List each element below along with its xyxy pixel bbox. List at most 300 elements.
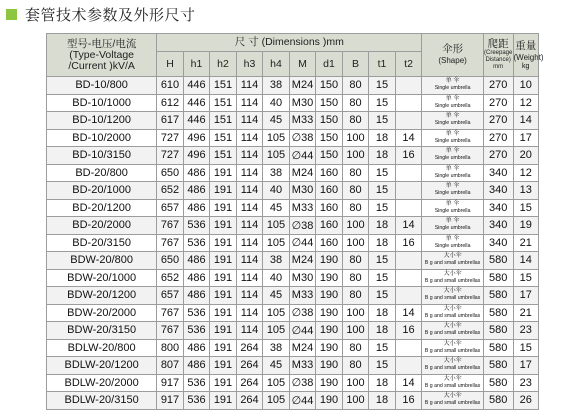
- cell-model: BDW-20/1200: [47, 287, 157, 305]
- col-header-B: B: [342, 52, 369, 77]
- cell-d1: 190: [316, 252, 343, 270]
- cell-d1: 160: [316, 234, 343, 252]
- cell-shape: [422, 112, 483, 130]
- cell-h1: 486: [183, 182, 210, 200]
- table-row: [47, 147, 539, 165]
- cell-b: 80: [342, 269, 369, 287]
- cell-t1: 15: [369, 287, 396, 305]
- cell-h4: 105: [263, 217, 290, 235]
- cell-h4: 105: [263, 322, 290, 340]
- cell-t1: 15: [369, 112, 396, 130]
- cell-d1: 190: [316, 269, 343, 287]
- cell-m: M24: [289, 252, 316, 270]
- cell-h4: 105: [263, 392, 290, 410]
- cell-model: BDW-20/1000: [47, 269, 157, 287]
- cell-d1: 190: [316, 304, 343, 322]
- cell-t1: 18: [369, 147, 396, 165]
- cell-h4: 38: [263, 77, 290, 95]
- cell-creep: 340: [483, 199, 513, 217]
- cell-d1: 160: [316, 182, 343, 200]
- cell-shape: [422, 77, 483, 95]
- shape-en: B g and small umbrellas: [424, 400, 481, 407]
- cell-m: M24: [289, 339, 316, 357]
- cell-m: M30: [289, 94, 316, 112]
- cell-h3: 114: [236, 199, 263, 217]
- cell-creep: 270: [483, 94, 513, 112]
- cell-t2: 16: [395, 234, 422, 252]
- cell-h: 652: [157, 182, 184, 200]
- table-row: [47, 199, 539, 217]
- dimensions-header: 尺 寸 (Dimensions )mm: [157, 34, 422, 52]
- cell-d1: 150: [316, 112, 343, 130]
- cell-m: M33: [289, 357, 316, 375]
- shape-cn: 大小伞: [443, 323, 462, 330]
- shape-en: Single umbrella: [434, 85, 471, 92]
- cell-t1: 15: [369, 94, 396, 112]
- col-header-h1: h1: [183, 52, 210, 77]
- cell-b: 80: [342, 112, 369, 130]
- cell-d1: 160: [316, 164, 343, 182]
- cell-h3: 114: [236, 112, 263, 130]
- creepage-header-unit: mm: [493, 64, 504, 70]
- col-header-t2: t2: [395, 52, 422, 77]
- shape-cn: 单 伞: [445, 183, 460, 190]
- cell-h1: 446: [183, 112, 210, 130]
- cell-t1: 15: [369, 339, 396, 357]
- cell-creep: 580: [483, 252, 513, 270]
- cell-model: BD-20/1000: [47, 182, 157, 200]
- shape-en: B g and small umbrellas: [424, 347, 481, 354]
- cell-creep: 580: [483, 322, 513, 340]
- cell-h: 727: [157, 147, 184, 165]
- cell-h2: 191: [210, 164, 237, 182]
- cell-d1: 190: [316, 392, 343, 410]
- cell-b: 100: [342, 322, 369, 340]
- cell-t2: 16: [395, 392, 422, 410]
- cell-m: ∅44: [289, 392, 316, 410]
- table-row: [47, 94, 539, 112]
- cell-weight: 12: [513, 94, 539, 112]
- shape-cn: 单 伞: [445, 113, 460, 120]
- cell-shape: [422, 304, 483, 322]
- cell-t1: 18: [369, 392, 396, 410]
- cell-d1: 150: [316, 129, 343, 147]
- shape-header: [422, 34, 483, 77]
- shape-en: B g and small umbrellas: [424, 277, 481, 284]
- model-header: [47, 34, 157, 77]
- cell-h3: 114: [236, 77, 263, 95]
- cell-t1: 15: [369, 199, 396, 217]
- cell-weight: 21: [513, 234, 539, 252]
- col-header-d1: d1: [316, 52, 343, 77]
- cell-model: BD-10/2000: [47, 129, 157, 147]
- cell-creep: 340: [483, 217, 513, 235]
- cell-creep: 340: [483, 182, 513, 200]
- cell-h: 727: [157, 129, 184, 147]
- cell-d1: 150: [316, 77, 343, 95]
- cell-weight: 14: [513, 252, 539, 270]
- shape-en: B g and small umbrellas: [424, 330, 481, 337]
- table-row: [47, 217, 539, 235]
- cell-m: M33: [289, 199, 316, 217]
- shape-cn: 单 伞: [445, 218, 460, 225]
- cell-h4: 105: [263, 129, 290, 147]
- cell-h1: 486: [183, 287, 210, 305]
- model-header-line2: (Type-Voltage: [69, 48, 135, 61]
- cell-h2: 191: [210, 357, 237, 375]
- cell-h4: 38: [263, 339, 290, 357]
- cell-m: M33: [289, 287, 316, 305]
- cell-model: BDLW-20/2000: [47, 374, 157, 392]
- cell-h3: 114: [236, 252, 263, 270]
- table-row: [47, 322, 539, 340]
- cell-shape: [422, 164, 483, 182]
- cell-m: ∅38: [289, 304, 316, 322]
- cell-b: 80: [342, 199, 369, 217]
- shape-en: Single umbrella: [434, 207, 471, 214]
- cell-creep: 340: [483, 234, 513, 252]
- cell-model: BD-20/3150: [47, 234, 157, 252]
- shape-cn: 单 伞: [445, 148, 460, 155]
- shape-cn: 大小伞: [443, 358, 462, 365]
- cell-creep: 270: [483, 77, 513, 95]
- shape-en: Single umbrella: [434, 225, 471, 232]
- shape-en: Single umbrella: [434, 190, 471, 197]
- cell-t1: 15: [369, 252, 396, 270]
- cell-h: 917: [157, 392, 184, 410]
- cell-model: BD-20/1200: [47, 199, 157, 217]
- cell-weight: 15: [513, 199, 539, 217]
- cell-creep: 580: [483, 339, 513, 357]
- cell-model: BD-20/800: [47, 164, 157, 182]
- table-row: [47, 374, 539, 392]
- cell-t1: 18: [369, 304, 396, 322]
- cell-h: 617: [157, 112, 184, 130]
- col-header-h3: h3: [236, 52, 263, 77]
- cell-h4: 105: [263, 304, 290, 322]
- table-row: [47, 357, 539, 375]
- shape-en: B g and small umbrellas: [424, 295, 481, 302]
- shape-header-en: (Shape): [438, 56, 467, 65]
- cell-h: 807: [157, 357, 184, 375]
- shape-en: B g and small umbrellas: [424, 382, 481, 389]
- table-row: [47, 164, 539, 182]
- cell-h2: 191: [210, 234, 237, 252]
- title-marker: [6, 9, 17, 20]
- cell-h1: 536: [183, 392, 210, 410]
- col-header-H: H: [157, 52, 184, 77]
- cell-m: M24: [289, 164, 316, 182]
- cell-h4: 40: [263, 182, 290, 200]
- cell-shape: [422, 322, 483, 340]
- cell-h1: 536: [183, 374, 210, 392]
- cell-model: BD-10/1000: [47, 94, 157, 112]
- cell-t2: 14: [395, 217, 422, 235]
- cell-creep: 270: [483, 129, 513, 147]
- cell-h2: 191: [210, 304, 237, 322]
- cell-creep: 340: [483, 164, 513, 182]
- cell-h1: 486: [183, 357, 210, 375]
- cell-shape: [422, 217, 483, 235]
- cell-h1: 486: [183, 269, 210, 287]
- cell-h3: 114: [236, 182, 263, 200]
- cell-b: 80: [342, 182, 369, 200]
- shape-cn: 单 伞: [445, 78, 460, 85]
- cell-b: 100: [342, 217, 369, 235]
- table-row: [47, 392, 539, 410]
- cell-m: ∅44: [289, 147, 316, 165]
- cell-t1: 15: [369, 182, 396, 200]
- table-row: [47, 287, 539, 305]
- cell-t1: 18: [369, 217, 396, 235]
- cell-h1: 496: [183, 129, 210, 147]
- cell-weight: 21: [513, 304, 539, 322]
- cell-creep: 580: [483, 269, 513, 287]
- cell-h: 612: [157, 94, 184, 112]
- cell-b: 80: [342, 94, 369, 112]
- table-row: [47, 234, 539, 252]
- shape-cn: 单 伞: [445, 95, 460, 102]
- cell-h3: 114: [236, 269, 263, 287]
- cell-b: 100: [342, 147, 369, 165]
- cell-h2: 191: [210, 322, 237, 340]
- cell-model: BD-10/800: [47, 77, 157, 95]
- cell-b: 100: [342, 129, 369, 147]
- cell-d1: 190: [316, 357, 343, 375]
- shape-en: B g and small umbrellas: [424, 260, 481, 267]
- creepage-header-en1: (Creepage: [483, 50, 513, 56]
- cell-h4: 40: [263, 269, 290, 287]
- cell-shape: [422, 94, 483, 112]
- shape-en: Single umbrella: [434, 102, 471, 109]
- shape-en: Single umbrella: [434, 155, 471, 162]
- cell-h3: 264: [236, 392, 263, 410]
- cell-h4: 45: [263, 287, 290, 305]
- table-row: [47, 182, 539, 200]
- cell-m: ∅44: [289, 322, 316, 340]
- cell-shape: [422, 252, 483, 270]
- cell-h: 650: [157, 252, 184, 270]
- creepage-header-en2: Distance): [485, 57, 511, 63]
- cell-m: ∅38: [289, 217, 316, 235]
- cell-weight: 15: [513, 269, 539, 287]
- cell-h4: 105: [263, 147, 290, 165]
- cell-shape: [422, 269, 483, 287]
- cell-creep: 580: [483, 287, 513, 305]
- col-header-t1: t1: [369, 52, 396, 77]
- cell-model: BD-20/2000: [47, 217, 157, 235]
- cell-weight: 26: [513, 392, 539, 410]
- cell-m: M30: [289, 182, 316, 200]
- cell-model: BDW-20/800: [47, 252, 157, 270]
- cell-b: 80: [342, 339, 369, 357]
- cell-shape: [422, 199, 483, 217]
- cell-t2: 16: [395, 322, 422, 340]
- cell-d1: 190: [316, 374, 343, 392]
- cell-t2: 14: [395, 129, 422, 147]
- cell-h4: 105: [263, 374, 290, 392]
- cell-t2: 14: [395, 304, 422, 322]
- cell-h4: 40: [263, 94, 290, 112]
- cell-h2: 191: [210, 252, 237, 270]
- cell-h3: 264: [236, 374, 263, 392]
- shape-en: Single umbrella: [434, 120, 471, 127]
- cell-model: BDW-20/3150: [47, 322, 157, 340]
- cell-h1: 446: [183, 94, 210, 112]
- cell-h2: 191: [210, 199, 237, 217]
- cell-weight: 12: [513, 164, 539, 182]
- weight-header-en: (Weight): [513, 52, 544, 62]
- cell-h2: 191: [210, 392, 237, 410]
- cell-h3: 114: [236, 217, 263, 235]
- cell-m: M33: [289, 112, 316, 130]
- cell-h1: 486: [183, 339, 210, 357]
- cell-t2: [395, 77, 422, 95]
- cell-h1: 446: [183, 77, 210, 95]
- cell-t1: 18: [369, 129, 396, 147]
- cell-h2: 191: [210, 182, 237, 200]
- cell-m: M30: [289, 269, 316, 287]
- cell-h: 800: [157, 339, 184, 357]
- shape-cn: 大小伞: [443, 375, 462, 382]
- cell-t2: [395, 164, 422, 182]
- cell-shape: [422, 339, 483, 357]
- cell-t1: 18: [369, 234, 396, 252]
- col-header-h2: h2: [210, 52, 237, 77]
- shape-cn: 大小伞: [443, 393, 462, 400]
- creepage-header: [483, 34, 513, 77]
- cell-h: 917: [157, 374, 184, 392]
- cell-h: 657: [157, 287, 184, 305]
- cell-h1: 486: [183, 199, 210, 217]
- cell-h: 610: [157, 77, 184, 95]
- cell-h4: 45: [263, 112, 290, 130]
- cell-h2: 191: [210, 287, 237, 305]
- cell-m: ∅44: [289, 234, 316, 252]
- cell-t2: [395, 199, 422, 217]
- cell-d1: 190: [316, 322, 343, 340]
- cell-h: 652: [157, 269, 184, 287]
- section-title: [6, 4, 196, 24]
- cell-h1: 496: [183, 147, 210, 165]
- cell-shape: [422, 129, 483, 147]
- cell-d1: 190: [316, 287, 343, 305]
- cell-h2: 151: [210, 129, 237, 147]
- shape-cn: 大小伞: [443, 270, 462, 277]
- cell-h2: 191: [210, 269, 237, 287]
- cell-model: BDLW-20/800: [47, 339, 157, 357]
- cell-d1: 190: [316, 339, 343, 357]
- shape-cn: 单 伞: [445, 200, 460, 207]
- cell-h3: 264: [236, 339, 263, 357]
- cell-shape: [422, 392, 483, 410]
- cell-weight: 23: [513, 374, 539, 392]
- table-row: [47, 304, 539, 322]
- cell-h: 767: [157, 304, 184, 322]
- cell-b: 100: [342, 374, 369, 392]
- cell-shape: [422, 287, 483, 305]
- cell-t2: [395, 252, 422, 270]
- cell-d1: 160: [316, 217, 343, 235]
- cell-h4: 105: [263, 234, 290, 252]
- shape-en: Single umbrella: [434, 172, 471, 179]
- col-header-h4: h4: [263, 52, 290, 77]
- shape-header-cn: 伞形: [442, 43, 464, 55]
- cell-shape: [422, 234, 483, 252]
- cell-weight: 17: [513, 129, 539, 147]
- cell-t2: [395, 339, 422, 357]
- cell-weight: 15: [513, 339, 539, 357]
- shape-en: B g and small umbrellas: [424, 365, 481, 372]
- cell-weight: 17: [513, 357, 539, 375]
- cell-weight: 23: [513, 322, 539, 340]
- cell-m: ∅38: [289, 374, 316, 392]
- cell-t1: 15: [369, 269, 396, 287]
- model-header-line3: /Current )kV/A: [68, 59, 135, 72]
- cell-h1: 536: [183, 304, 210, 322]
- cell-h4: 38: [263, 164, 290, 182]
- cell-h2: 151: [210, 94, 237, 112]
- cell-h2: 191: [210, 217, 237, 235]
- cell-t1: 18: [369, 374, 396, 392]
- shape-en: Single umbrella: [434, 137, 471, 144]
- cell-creep: 580: [483, 374, 513, 392]
- cell-d1: 160: [316, 199, 343, 217]
- cell-weight: 20: [513, 147, 539, 165]
- cell-h2: 191: [210, 339, 237, 357]
- cell-d1: 150: [316, 94, 343, 112]
- cell-b: 80: [342, 77, 369, 95]
- cell-h2: 151: [210, 77, 237, 95]
- cell-h3: 114: [236, 287, 263, 305]
- cell-t2: [395, 94, 422, 112]
- shape-cn: 大小伞: [443, 305, 462, 312]
- cell-creep: 580: [483, 357, 513, 375]
- cell-t1: 15: [369, 164, 396, 182]
- cell-h2: 191: [210, 374, 237, 392]
- cell-h1: 536: [183, 322, 210, 340]
- table-row: [47, 339, 539, 357]
- cell-creep: 270: [483, 112, 513, 130]
- cell-creep: 580: [483, 392, 513, 410]
- cell-weight: 17: [513, 287, 539, 305]
- cell-creep: 580: [483, 304, 513, 322]
- cell-t2: [395, 357, 422, 375]
- cell-model: BDLW-20/3150: [47, 392, 157, 410]
- cell-h1: 536: [183, 217, 210, 235]
- header-row-1: [47, 34, 539, 52]
- cell-t1: 15: [369, 357, 396, 375]
- cell-h4: 45: [263, 199, 290, 217]
- table-row: [47, 112, 539, 130]
- cell-model: BD-10/3150: [47, 147, 157, 165]
- cell-t2: 16: [395, 147, 422, 165]
- cell-creep: 270: [483, 147, 513, 165]
- title-text: 套管技术参数及外形尺寸: [25, 5, 196, 24]
- cell-h: 650: [157, 164, 184, 182]
- cell-h4: 45: [263, 357, 290, 375]
- shape-cn: 大小伞: [443, 253, 462, 260]
- weight-header: [513, 34, 544, 77]
- cell-weight: 14: [513, 112, 539, 130]
- cell-h3: 264: [236, 357, 263, 375]
- shape-cn: 单 伞: [445, 165, 460, 172]
- cell-h: 767: [157, 322, 184, 340]
- weight-header-unit: kg: [522, 62, 530, 70]
- cell-model: BDW-20/2000: [47, 304, 157, 322]
- shape-en: B g and small umbrellas: [424, 312, 481, 319]
- cell-weight: 10: [513, 77, 539, 95]
